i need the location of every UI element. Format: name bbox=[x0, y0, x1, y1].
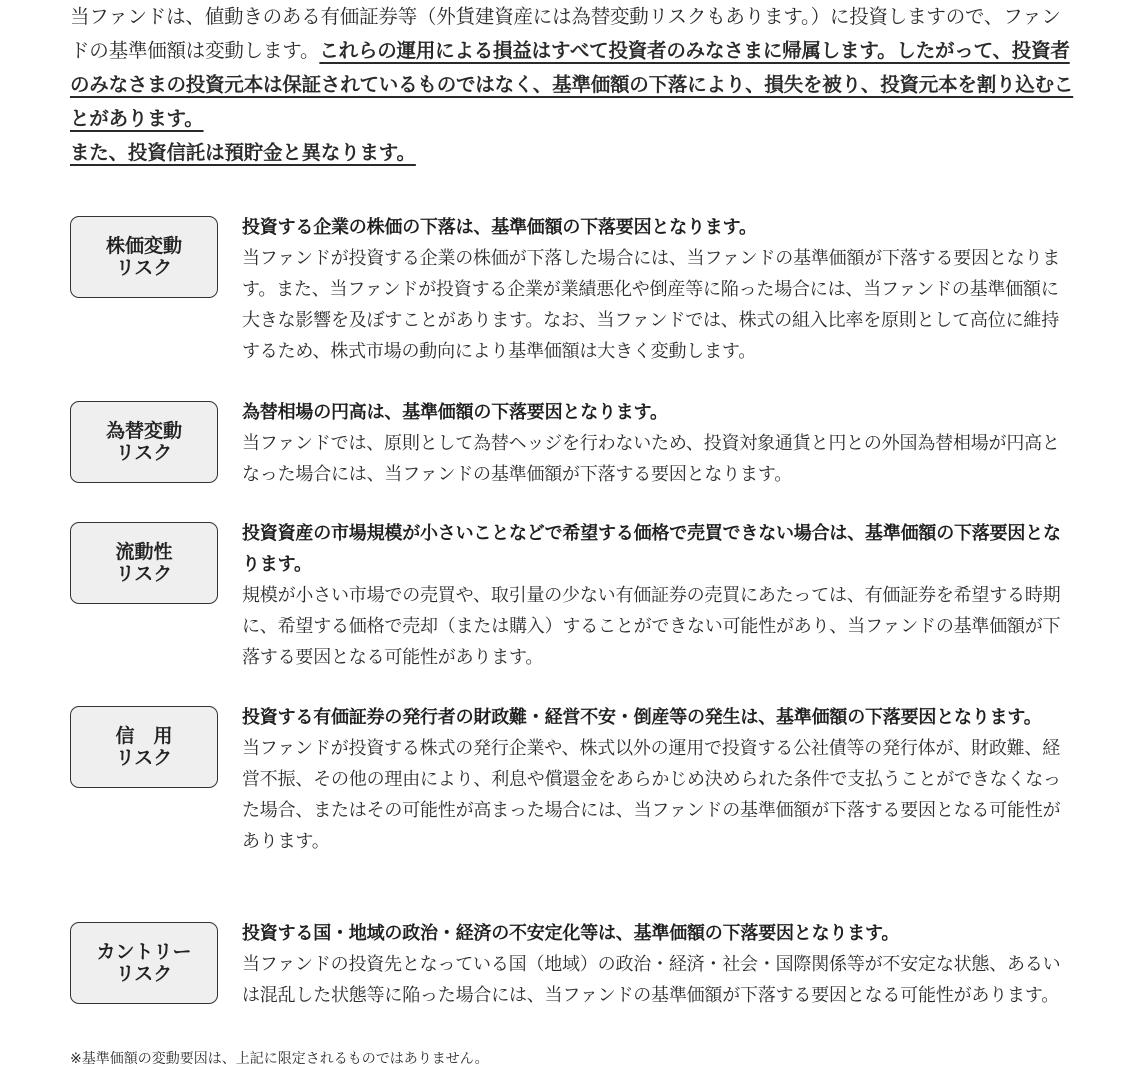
risk-heading: 投資資産の市場規模が小さいことなどで希望する価格で売買できない場合は、基準価額の下落要因となります。 bbox=[242, 523, 1061, 575]
risk-description bbox=[242, 518, 1067, 673]
risk-description bbox=[242, 918, 1067, 1011]
risk-text: 規模が小さい市場での売買や、取引量の少ない有価証券の売買にあたっては、有価証券を希望する時期に、希望する価格で売却（または購入）することができない可能性があり、当ファンドの基準価額が下落する要因となる可能性があります。 bbox=[242, 585, 1061, 668]
intro-underlined-text: これらの運用による損益はすべて投資者のみなさまに帰属します。したがって、投資者のみなさまの投資元本は保証されているものではなく、基準価額の下落により、損失を被り、投資元本を割り込むことがあります。 bbox=[70, 39, 1074, 130]
intro-underlined-tail: また、投資信託は預貯金と異なります。 bbox=[70, 141, 416, 164]
risk-label-line1: カントリー bbox=[96, 941, 192, 963]
intro-paragraph bbox=[70, 0, 1080, 170]
risk-label-box bbox=[70, 401, 218, 483]
risk-label-line2: リスク bbox=[115, 747, 173, 769]
risk-label-line1: 流動性 bbox=[115, 541, 173, 563]
risk-text: 当ファンドの投資先となっている国（地域）の政治・経済・社会・国際関係等が不安定な状態、あるいは混乱した状態等に陥った場合には、当ファンドの基準価額が下落する要因となる可能性があります。 bbox=[242, 954, 1061, 1006]
intro-plain-text: 当ファンドは、値動きのある有価証券等（外貨建資産には為替変動リスクもあります。）に投資しますので、ファンドの基準価額は変動します。 bbox=[70, 5, 1061, 62]
risk-text: 当ファンドが投資する企業の株価が下落した場合には、当ファンドの基準価額が下落する要因となります。また、当ファンドが投資する企業が業績悪化や倒産等に陥った場合には、当ファンドの基準価額に大きな影響を及ぼすことがあります。なお、当ファンドでは、株式の組入比率を原則として高位に維持するため、株式市場の動向により基準価額は大きく変動します。 bbox=[242, 248, 1061, 362]
risk-label-line2: リスク bbox=[115, 963, 173, 985]
risk-label-box bbox=[70, 216, 218, 298]
risk-heading: 投資する企業の株価の下落は、基準価額の下落要因となります。 bbox=[242, 217, 757, 238]
risk-label-line2: リスク bbox=[115, 257, 173, 279]
footnote: ※基準価額の変動要因は、上記に限定されるものではありません。 bbox=[70, 1051, 489, 1067]
risk-label-box bbox=[70, 922, 218, 1004]
risk-heading: 投資する有価証券の発行者の財政難・経営不安・倒産等の発生は、基準価額の下落要因となります。 bbox=[242, 707, 1042, 728]
risk-label-box bbox=[70, 706, 218, 788]
risk-label-line1: 為替変動 bbox=[105, 420, 182, 442]
risk-description bbox=[242, 397, 1067, 490]
risk-label-box bbox=[70, 522, 218, 604]
risk-text: 当ファンドでは、原則として為替ヘッジを行わないため、投資対象通貨と円との外国為替相場が円高となった場合には、当ファンドの基準価額が下落する要因となります。 bbox=[242, 433, 1060, 485]
risk-heading: 投資する国・地域の政治・経済の不安定化等は、基準価額の下落要因となります。 bbox=[242, 923, 900, 944]
risk-description bbox=[242, 212, 1067, 367]
risk-label-line2: リスク bbox=[115, 442, 173, 464]
risk-description bbox=[242, 702, 1067, 857]
risk-label-line1: 株価変動 bbox=[105, 235, 182, 257]
risk-heading: 為替相場の円高は、基準価額の下落要因となります。 bbox=[242, 402, 668, 423]
risk-label-line2: リスク bbox=[115, 563, 173, 585]
risk-label-line1: 信 用 bbox=[115, 725, 173, 747]
risk-text: 当ファンドが投資する株式の発行企業や、株式以外の運用で投資する公社債等の発行体が、財政難、経営不振、その他の理由により、利息や償還金をあらかじめ決められた条件で支払うことができなくなった場合、またはその可能性が高まった場合には、当ファンドの基準価額が下落する要因となる可能性があります。 bbox=[242, 738, 1061, 852]
